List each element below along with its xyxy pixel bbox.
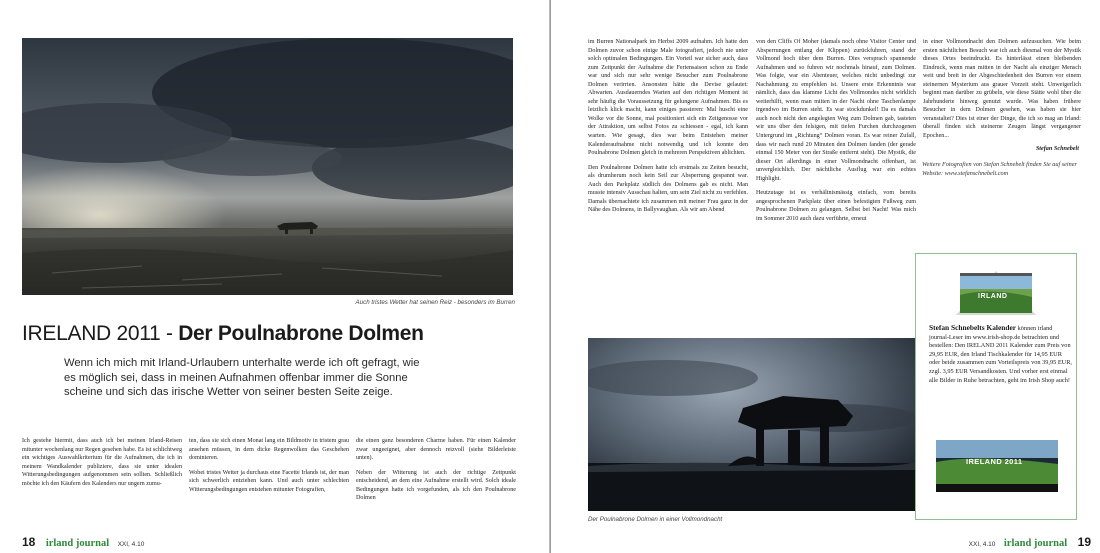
issue-label: XXI, 4.10: [117, 541, 145, 548]
magazine-brand: irland journal: [45, 538, 110, 549]
page-number: 18: [22, 535, 36, 549]
paragraph: Neben der Witterung ist auch der richtige Zeitpunkt entscheidend, an dem eine Aufnahme erstellt wird. Solch ideale Bedingungen hatte ich vorgefunden, als ich den Poulnabrone Dolmen: [356, 469, 516, 502]
right-column-3: [923, 38, 1081, 141]
left-column-2: [189, 437, 349, 494]
paragraph: im Burren Nationalpark im Herbst 2009 aufnahm. Ich hatte den Dolmen zuvor schon einige Male fotografiert, jedoch nie unter solch optimalen Bedingungen. Ein Vorteil war sicher auch, dass zum Zeitpunkt der Aufnahme die Feriensaison schon zu Ende war und sich nur sehr wenige Besucher zum Poulnabrone Dolmen verirrten. Ansonsten hätte die Devise gelautet: Abwarten. Ausdauerndes Warten auf den richtigen Moment ist sehr häufig die Voraussetzung für gelungene Aufnahmen. Bis es letztlich klick macht, kann einiges passieren: Mal huscht eine Wolke vor die Sonne, mal positioniert sich ein Zeitgenosse vor der Attraktion, um selbst Fotos zu schiessen - egal, ich kann warten. Wie gesagt, dies war beim Entstehen meiner Kalenderaufnahme nicht notwendig und ich konnte den Poulnabrone Dolmen gleich in mehreren Perspektiven ablichten.: [588, 39, 748, 157]
calendar-cover2-label: IRELAND 2011: [966, 457, 1023, 466]
calendar-promo-title: Stefan Schnebelts Kalender: [929, 323, 1017, 332]
paragraph: Ich gestehe hiermit, dass auch ich bei meinen Irland-Reisen mitunter wochenlang nur Regen gesehen habe. Es ist schlichtweg ein wichtiges Auswahlkriterium für die Aufnahmen, die ich in meinem Wandkalender publiziere, dass sie unter idealen Witterungsbedingungen aufgenommen sein sollten. Schließlich möchte ich den Käufern des Kalenders nur ungern zumu-: [22, 438, 182, 487]
paragraph: ten, dass sie sich einen Monat lang ein Bildmotiv in tristem grau ansehen müssen, in dem dicke Regenwolken das Geschehen dominieren.: [189, 438, 349, 462]
paragraph: die einen ganz besonderen Charme haben. Für einen Kalender zwar ungeeignet, aber dennoch reizvoll (siehe Bilderleiste unten).: [356, 438, 516, 462]
article-headline: [22, 322, 527, 346]
magazine-brand: irland journal: [1003, 538, 1068, 549]
more-photos-note: Weitere Fotografien von Stefan Schnebelt finden Sie auf seiner Website: www.stefanschnebelt.com: [922, 161, 1077, 177]
left-footer: [22, 533, 222, 551]
right-footer: [941, 533, 1091, 551]
left-column-1: [22, 437, 182, 488]
paragraph: Den Poulnabrone Dolmen hatte ich erstmals zu Zeiten besucht, als drumherum noch kein Seil zur Absperrung gespannt war. Auch den Parkplatz südlich des Dolmens gab es nicht. Man musste intensiv Ausschau halten, um sein Ziel nicht zu verfehlen. Damals übernachtete ich zusammen mit meiner Frau ganz in der Nähe des Dolmens, in Ballyvaughan. Als wir am Abend: [588, 164, 748, 214]
wall-calendar-image: [936, 440, 1058, 492]
headline-prefix: IRELAND 2011 -: [22, 322, 179, 345]
page-number: 19: [1077, 535, 1091, 549]
left-page: [0, 0, 549, 553]
right-column-2: [756, 38, 916, 223]
desk-calendar-image: [950, 265, 1042, 319]
paragraph: in einer Vollmondnacht den Dolmen aufzusuchen. Wie beim ersten nächtlichen Besuch war ich auch diesmal von der Mystik dieses Ortes beeindruckt. Es hinterlässt einen bleibenden Eindruck, wenn man mitten in der Nacht als einziger Mensch weit und breit in der Abgeschiedenheit des Burren vor einem steinernen Mysterium aus grauer Vorzeit steht. Unweigerlich beginnt man darüber zu grübeln, wie diese Stätte wohl über die Jahrhunderte hinweg genutzt wurde. Was haben frühere Besucher in dem Dolmen gesehen, was haben sie hier veranstaltet? Dies ist einer der Dinge, die ich so mag an Irland: überall finden sich steinerne Zeugen längst vergangener Epochen...: [923, 39, 1081, 140]
author-signature: Stefan Schnebelt: [1035, 145, 1079, 152]
photo-caption: Auch tristes Wetter hat seinen Reiz - besonders im Burren: [355, 299, 515, 306]
right-column-1: [588, 38, 748, 215]
calendar-cover-label: IRLAND: [978, 293, 1008, 300]
headline-title: Der Poulnabrone Dolmen: [178, 322, 424, 345]
dolmen-moonlight-photo: [588, 338, 915, 511]
paragraph: Wobei tristes Wetter ja durchaus eine Facette Irlands ist, der man sich schwerlich entziehen kann. Und auch unter schlechten Witterungsbedingungen entstehen mitunter Fotografien,: [189, 469, 349, 493]
left-column-3: [356, 437, 516, 503]
paragraph: Heutzutage ist es verhältnismässig einfach, vom bereits angesprochenen Parkplatz über einen befestigten Fußweg zum Poulnabrone Dolmen zu gelangen. Selbst bei Nacht! Was mich im Sommer 2010 auch dazu verführte, erneut: [756, 190, 916, 222]
paragraph: von den Cliffs Of Moher (damals noch ohne Visitor Center und Absperrungen entlang der Klippen) zurückfuhren, stand der Vollmond hoch über dem Burren. Dies versprach spannende Aufnahmen und so fuhren wir nochmals hinauf, zum Dolmen. Was folgte, war ein Abenteuer, welches nicht unbedingt zur Nachahmung zu empfehlen ist. Unsere erste Erkenntnis war nämlich, dass das klamme Licht des Vollmondes nicht wirklich weiterhilft, wenn man mitten in der Nacht ohne Taschenlampe irgendwo im Burren steht. Es war stockdunkel! Da es damals auch noch nicht den angelegten Weg zum Dolmen gab, tasteten wir uns über den felsigen, mit tiefen Furchen durchzogenen Untergrund im „Richtung“ Dolmen voran. Es war reiner Zufall, dass wir nach rund 20 Minuten den Dolmen fanden (der gerade einmal 150 Meter von der Straße entfernt steht). Die Mystik, die dieser Ort allerdings in einer Vollmondnacht offenbart, ist unvergleichlich. Der nächtliche Ausflug war ein echtes Highlight.: [756, 39, 916, 182]
photo-caption: Der Poulnabrone Dolmen in einer Vollmondnacht: [588, 516, 723, 523]
issue-label: XXI, 4.10: [968, 541, 996, 548]
calendar-promo-text: [929, 324, 1073, 385]
calendar-promo-body: können irland journal-Leser im www.irish-shop.de betrachten und bestellen: Den IRELAND 2011 Kalender zum Preis von 29,95 EUR, den Irland Tischkalender für 14,95 EUR oder beide zusammen zum Vorteilspreis von 39,95 EUR, zzgl. 3,95 EUR Versandkosten. Und vorher erst einmal alle Bilder in Ruhe betrachten, geht im Irish Shop auch!: [929, 325, 1072, 384]
article-intro: Wenn ich mich mit Irland-Urlaubern unterhalte werde ich oft gefragt, wie es möglich sei, dass in meinen Aufnahmen offenbar immer die Sonne scheine und sich das irische Wetter von seiner besten Seite zeige.: [64, 357, 420, 399]
burren-clouds-photo: [22, 38, 513, 295]
